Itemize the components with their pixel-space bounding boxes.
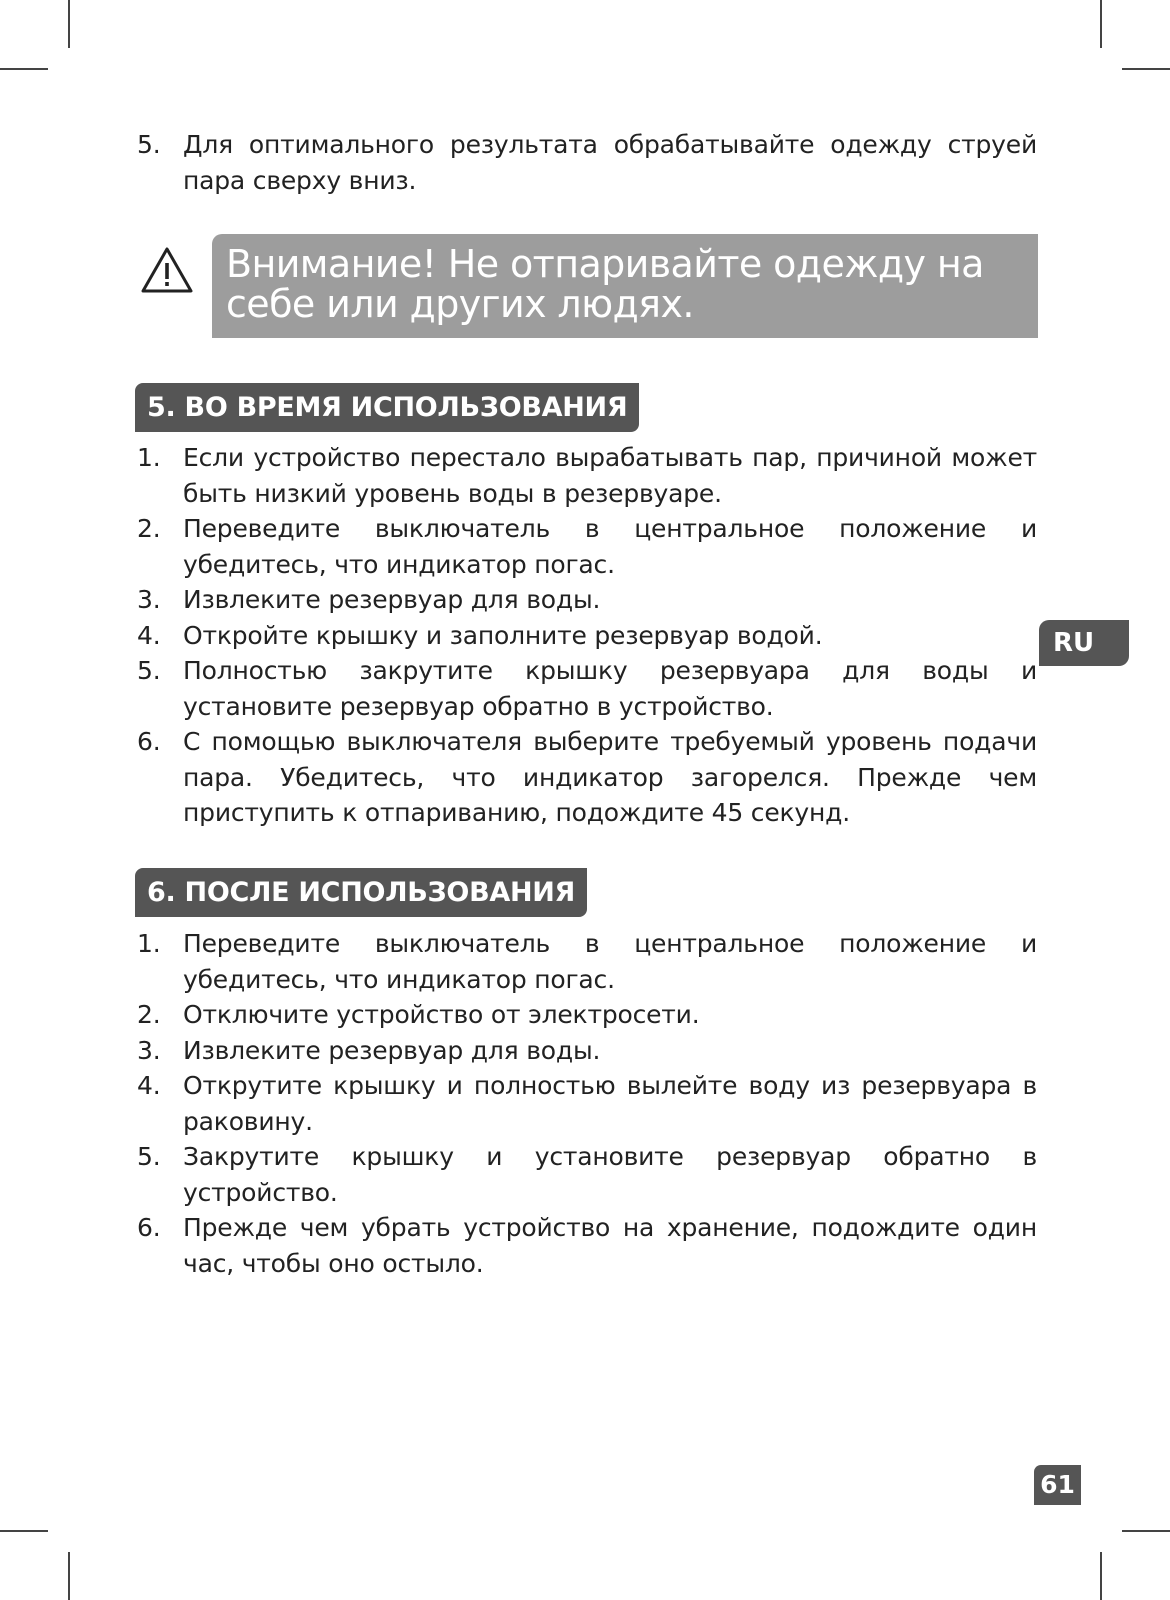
section-heading-during-use: 5. ВО ВРЕМЯ ИСПОЛЬЗОВАНИЯ: [135, 383, 639, 432]
warning-triangle-icon: [140, 246, 194, 294]
intro-list: [137, 127, 1037, 198]
language-tab: RU: [1039, 620, 1129, 666]
list-item-number: 3.: [137, 1035, 161, 1065]
section-heading-after-use: 6. ПОСЛЕ ИСПОЛЬЗОВАНИЯ: [135, 868, 587, 917]
list-item-text: Отключите устройство от электросети.: [183, 1000, 700, 1029]
after-use-steps: [137, 926, 1037, 1281]
list-item-text: Переведите выключатель в центральное положение и убедитесь, что индикатор погас.: [183, 514, 1037, 579]
list-item-text: Полностью закрутите крышку резервуара для воды и установите резервуар обратно в устройство.: [183, 656, 1037, 721]
list-item-number: 1.: [137, 443, 161, 472]
list-item-number: 3.: [137, 585, 161, 614]
list-item-number: 2.: [137, 514, 161, 543]
list-item-text: Если устройство перестало вырабатывать пар, причиной может быть низкий уровень воды в резервуаре.: [183, 443, 1037, 508]
list-item-text: Извлеките резервуар для воды.: [183, 1035, 601, 1065]
list-item-number: 1.: [137, 929, 161, 958]
warning-text: Внимание! Не отпаривайте одежду на себе или других людях.: [212, 234, 1038, 338]
list-item-number: 6.: [137, 727, 161, 756]
list-item-text: Откройте крышку и заполните резервуар водой.: [183, 620, 823, 650]
list-item: [137, 1068, 1037, 1139]
list-item-number: 5.: [137, 656, 161, 685]
crop-mark-top-left: [68, 0, 70, 48]
during-use-block: [137, 440, 1037, 831]
warning-callout: [140, 234, 1038, 338]
list-item: [137, 127, 1037, 198]
list-item-number: 5.: [137, 1142, 161, 1171]
list-item-text: Для оптимального результата обрабатывайте одежду струей пара сверху вниз.: [183, 130, 1037, 195]
list-item: [137, 653, 1037, 724]
list-item: [137, 1033, 1037, 1069]
crop-mark-bottom-right: [1100, 1552, 1102, 1600]
list-item: [137, 997, 1037, 1033]
list-item-number: 4.: [137, 1071, 161, 1100]
list-item-text: Извлеките резервуар для воды.: [183, 585, 601, 614]
list-item-number: 6.: [137, 1213, 161, 1242]
list-item-number: 5.: [137, 130, 161, 159]
crop-mark-top-right: [1100, 0, 1102, 48]
list-item: [137, 618, 1037, 654]
list-item: [137, 440, 1037, 511]
list-item-text: Открутите крышку и полностью вылейте воду из резервуара в раковину.: [183, 1071, 1037, 1136]
list-item: [137, 1210, 1037, 1281]
list-item: [137, 926, 1037, 997]
crop-mark-bottom-left: [0, 1530, 48, 1532]
page-number: 61: [1034, 1465, 1081, 1505]
list-item-number: 4.: [137, 620, 161, 650]
list-item-number: 2.: [137, 1000, 161, 1029]
crop-mark-bottom-left: [68, 1552, 70, 1600]
crop-mark-top-left: [0, 68, 48, 70]
crop-mark-bottom-right: [1122, 1530, 1170, 1532]
list-item-text: С помощью выключателя выберите требуемый уровень подачи пара. Убедитесь, что индикатор загорелся. Прежде чем приступить к отпариванию, подождите 45 секунд.: [183, 727, 1037, 827]
list-item: [137, 724, 1037, 831]
list-item-text: Переведите выключатель в центральное положение и убедитесь, что индикатор погас.: [183, 929, 1037, 994]
list-item: [137, 1139, 1037, 1210]
after-use-block: [137, 926, 1037, 1281]
list-item: [137, 511, 1037, 582]
intro-block: [137, 127, 1037, 198]
list-item-text: Закрутите крышку и установите резервуар обратно в устройство.: [183, 1142, 1037, 1207]
list-item-text: Прежде чем убрать устройство на хранение, подождите один час, чтобы оно остыло.: [183, 1213, 1037, 1278]
crop-mark-top-right: [1122, 68, 1170, 70]
list-item: [137, 582, 1037, 618]
during-use-steps: [137, 440, 1037, 831]
